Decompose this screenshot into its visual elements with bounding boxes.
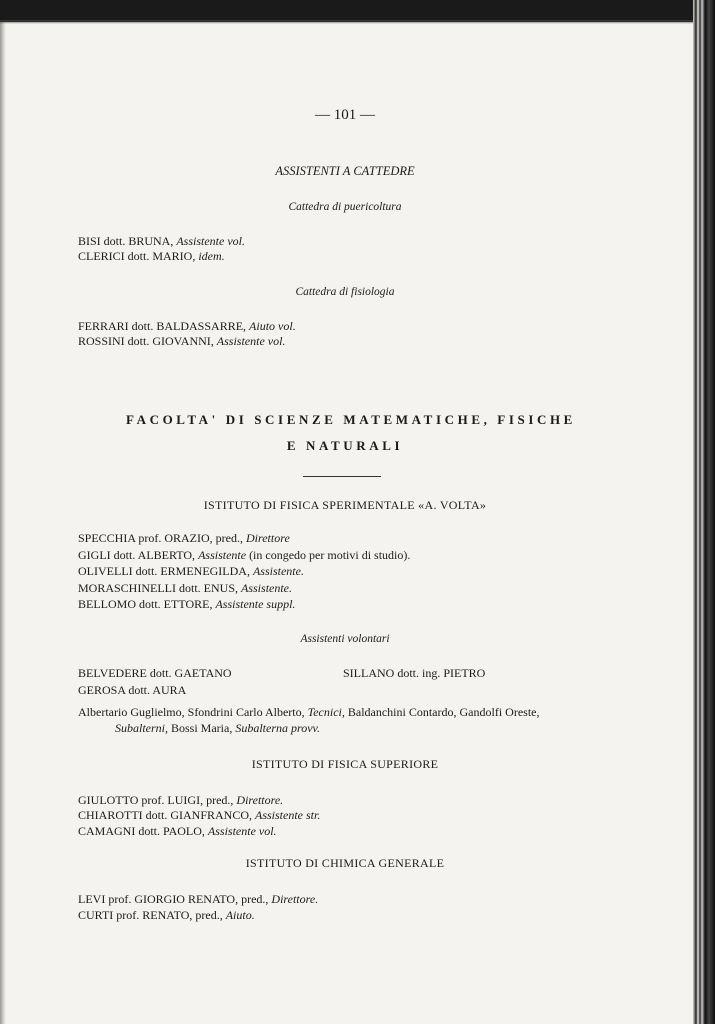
entry-role: Assistente. xyxy=(252,564,304,578)
entry-role: Direttore. xyxy=(271,892,319,906)
scan-top-shadow xyxy=(0,20,715,24)
entry-role: Assistente str. xyxy=(255,808,321,822)
entry-line xyxy=(78,824,277,839)
institute-title-fisica-sperimentale: ISTITUTO DI FISICA SPERIMENTALE «A. VOLTA» xyxy=(203,498,487,512)
faculty-title-line2: E NATURALI xyxy=(286,438,404,453)
entry-role: Aiuto. xyxy=(225,908,255,922)
entry-line xyxy=(78,581,292,596)
entry-role: Assistente vol. xyxy=(216,334,286,348)
entry-line xyxy=(78,564,304,579)
page-number: — 101 — xyxy=(315,107,375,123)
section-divider xyxy=(303,476,381,477)
scan-top-border xyxy=(0,0,715,22)
entry-line xyxy=(78,597,295,612)
volunteer-name: BELVEDERE dott. GAETANO xyxy=(78,666,232,680)
entry-name: LEVI prof. GIORGIO RENATO, pred., xyxy=(78,892,269,906)
entry-role: Assistente suppl. xyxy=(215,597,296,611)
subheading-puericoltura: Cattedra di puericoltura xyxy=(288,201,402,213)
entry-name: ROSSINI dott. GIOVANNI, xyxy=(78,334,214,348)
entry-line xyxy=(78,249,225,264)
entry-line xyxy=(78,548,410,563)
entry-name: GIGLI dott. ALBERTO, xyxy=(78,548,196,562)
faculty-title-line1: FACOLTA' DI SCIENZE MATEMATICHE, FISICHE xyxy=(126,412,576,427)
entry-line xyxy=(78,793,283,808)
entry-line xyxy=(78,892,318,907)
entry-role: idem. xyxy=(198,249,225,263)
subheading-volontari: Assistenti volontari xyxy=(300,633,390,645)
entry-role: Assistente vol. xyxy=(207,824,277,838)
entry-name: OLIVELLI dott. ERMENEGILDA, xyxy=(78,564,250,578)
section-heading-assistenti: ASSISTENTI A CATTEDRE xyxy=(275,164,415,178)
entry-name: GIULOTTO prof. LUIGI, pred., xyxy=(78,793,234,807)
staff-role: Tecnici, xyxy=(307,705,345,719)
staff-names: Albertario Guglielmo, Sfondrini Carlo Alberto, xyxy=(78,705,305,719)
volunteer-name: GEROSA dott. AURA xyxy=(78,683,187,697)
entry-role: Direttore xyxy=(246,531,290,545)
staff-line xyxy=(78,705,539,720)
entry-name: BISI dott. BRUNA, xyxy=(78,234,174,248)
entry-role: Assistente. xyxy=(241,581,293,595)
entry-role: Direttore. xyxy=(236,793,284,807)
institute-title-chimica-generale: ISTITUTO DI CHIMICA GENERALE xyxy=(245,856,445,870)
entry-name: CHIAROTTI dott. GIANFRANCO, xyxy=(78,808,252,822)
staff-names: Baldanchini Contardo, Gandolfi Oreste, xyxy=(347,705,540,719)
entry-name: FERRARI dott. BALDASSARRE, xyxy=(78,319,247,333)
staff-names: Bossi Maria, xyxy=(171,721,233,735)
entry-line xyxy=(78,234,245,249)
entry-role: Aiuto vol. xyxy=(249,319,296,333)
entry-name: SPECCHIA prof. ORAZIO, pred., xyxy=(78,531,243,545)
entry-name: CURTI prof. RENATO, pred., xyxy=(78,908,223,922)
entry-line xyxy=(78,319,296,334)
entry-name: CLERICI dott. MARIO, xyxy=(78,249,196,263)
entry-role: Assistente vol. xyxy=(176,234,245,248)
entry-name: BELLOMO dott. ETTORE, xyxy=(78,597,213,611)
entry-line xyxy=(78,531,290,546)
staff-role: Subalterna provv. xyxy=(235,721,320,735)
volunteer-name: SILLANO dott. ing. PIETRO xyxy=(343,666,486,680)
staff-line xyxy=(115,721,320,736)
entry-name: CAMAGNI dott. PAOLO, xyxy=(78,824,205,838)
entry-role: Assistente xyxy=(198,548,247,562)
subheading-fisiologia: Cattedra di fisiologia xyxy=(295,286,395,298)
institute-title-fisica-superiore: ISTITUTO DI FISICA SUPERIORE xyxy=(251,757,439,771)
entry-line xyxy=(78,334,285,349)
entry-note: (in congedo per motivi di studio). xyxy=(249,548,411,562)
staff-role: Subalterni, xyxy=(115,721,168,735)
entry-name: MORASCHINELLI dott. ENUS, xyxy=(78,581,239,595)
scan-binding-edge xyxy=(693,0,715,1024)
entry-line xyxy=(78,908,255,923)
entry-line xyxy=(78,808,320,823)
